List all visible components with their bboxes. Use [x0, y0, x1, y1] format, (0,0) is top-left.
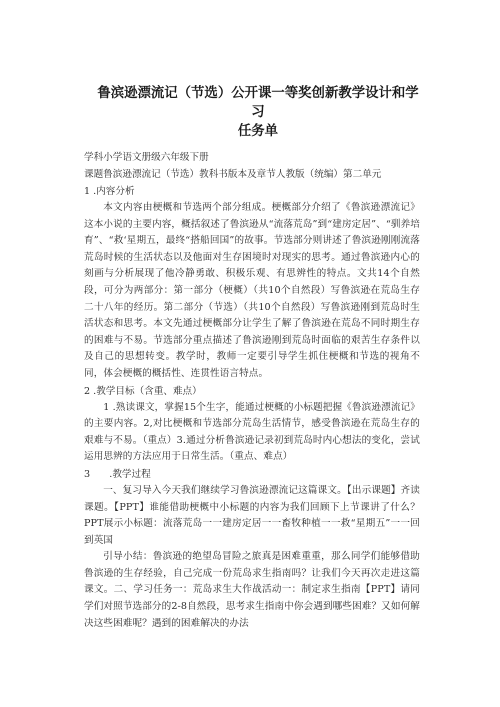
content-analysis-paragraph: 本文内容由梗概和节选两个部分组成。梗概部分介绍了《鲁滨逊漂流记》这本小说的主要内容，概括叙述了鲁滨逊从“流落荒岛”到“建房定居”、“驯养培育”、“救‘星期五，最终“搭船回国”的故事。节选部分则讲述了鲁滨逊刚刚流落荒岛时候的生活状态以及他面对生存困境时对现实的思考。通过鲁滨逊内心的刻画与分析展现了他冷静勇敢、积极乐观、有思辨性的特点。文共14个自然段，可分为两部分：第一部分（梗概）（共10个自然段）写鲁滨逊在荒岛生存二十八年的经历。第二部分（节选）（共10个自然段）写鲁滨逊刚到荒岛时生活状态和思考。本文先通过梗概部分让学生了解了鲁滨逊在荒岛不同时期生存的困难与不易。节选部分重点描述了鲁滨逊刚到荒岛时面临的艰苦生存条件以及自己的思想转变。教学时，教师一定要引导学生抓住梗概和节选的视角不同，体会梗概的概括性、连贯性语言特点。: [84, 202, 420, 379]
document-title: [84, 84, 420, 141]
teaching-process-paragraph-2: 引导小结：鲁滨逊的绝望岛冒险之旅真是困难重重，那么同学们能够借助鲁滨逊的生存经验，自己完成一份荒岛求生指南吗？让我们今天再次走进这篇课文。二、学习任务一：荒岛求生大作战活动一：制定求生指南【PPT】请同学们对照节选部分的2-8自然段，思考求生指南中你会遇到哪些困难？又如何解决这些困难呢？遇到的困难解决的办法: [84, 551, 420, 629]
lesson-line: 课题鲁滨逊漂流记（节选）教科书版本及章节人教版（统编）第二单元: [84, 169, 382, 180]
subject-line: 学科小学语文册级六年级下册: [84, 152, 209, 163]
teaching-goals-paragraph: 1 .熟读课文，掌握15个生字，能通过梗概的小标题把握《鲁滨逊漂流记》的主要内容。2,对比梗概和节选部分荒岛生活情节，感受鲁滨逊在荒岛生存的艰难与不易。（重点）3.通过分析鲁滨逊记录初到荒岛时内心想法的变化，尝试运用思辨的方法应用于日常生活。（重点、难点）: [84, 401, 420, 463]
section-heading-content-analysis: 1 .内容分析: [84, 186, 135, 197]
section-heading-teaching-goals: 2 .教学目标（含重、难点）: [84, 385, 202, 397]
document-title-line-2: 任务单: [237, 124, 279, 139]
section-heading-teaching-process: 3 .教学过程: [84, 468, 151, 480]
document-title-line-1: 鲁滨逊漂流记（节选）公开课一等奖创新教学设计和学习: [97, 86, 419, 120]
teaching-process-paragraph-1: 一、复习导入今天我们继续学习鲁滨逊漂流记这篇课文。【出示课题】齐读课题。【PPT】谁能借助梗概中小标题的内容为我们回顾下上节课讲了什么？PPT展示小标题：流落荒岛一一建房定居一一畜牧种植一一救“星期五”一一回到英国: [84, 484, 420, 546]
